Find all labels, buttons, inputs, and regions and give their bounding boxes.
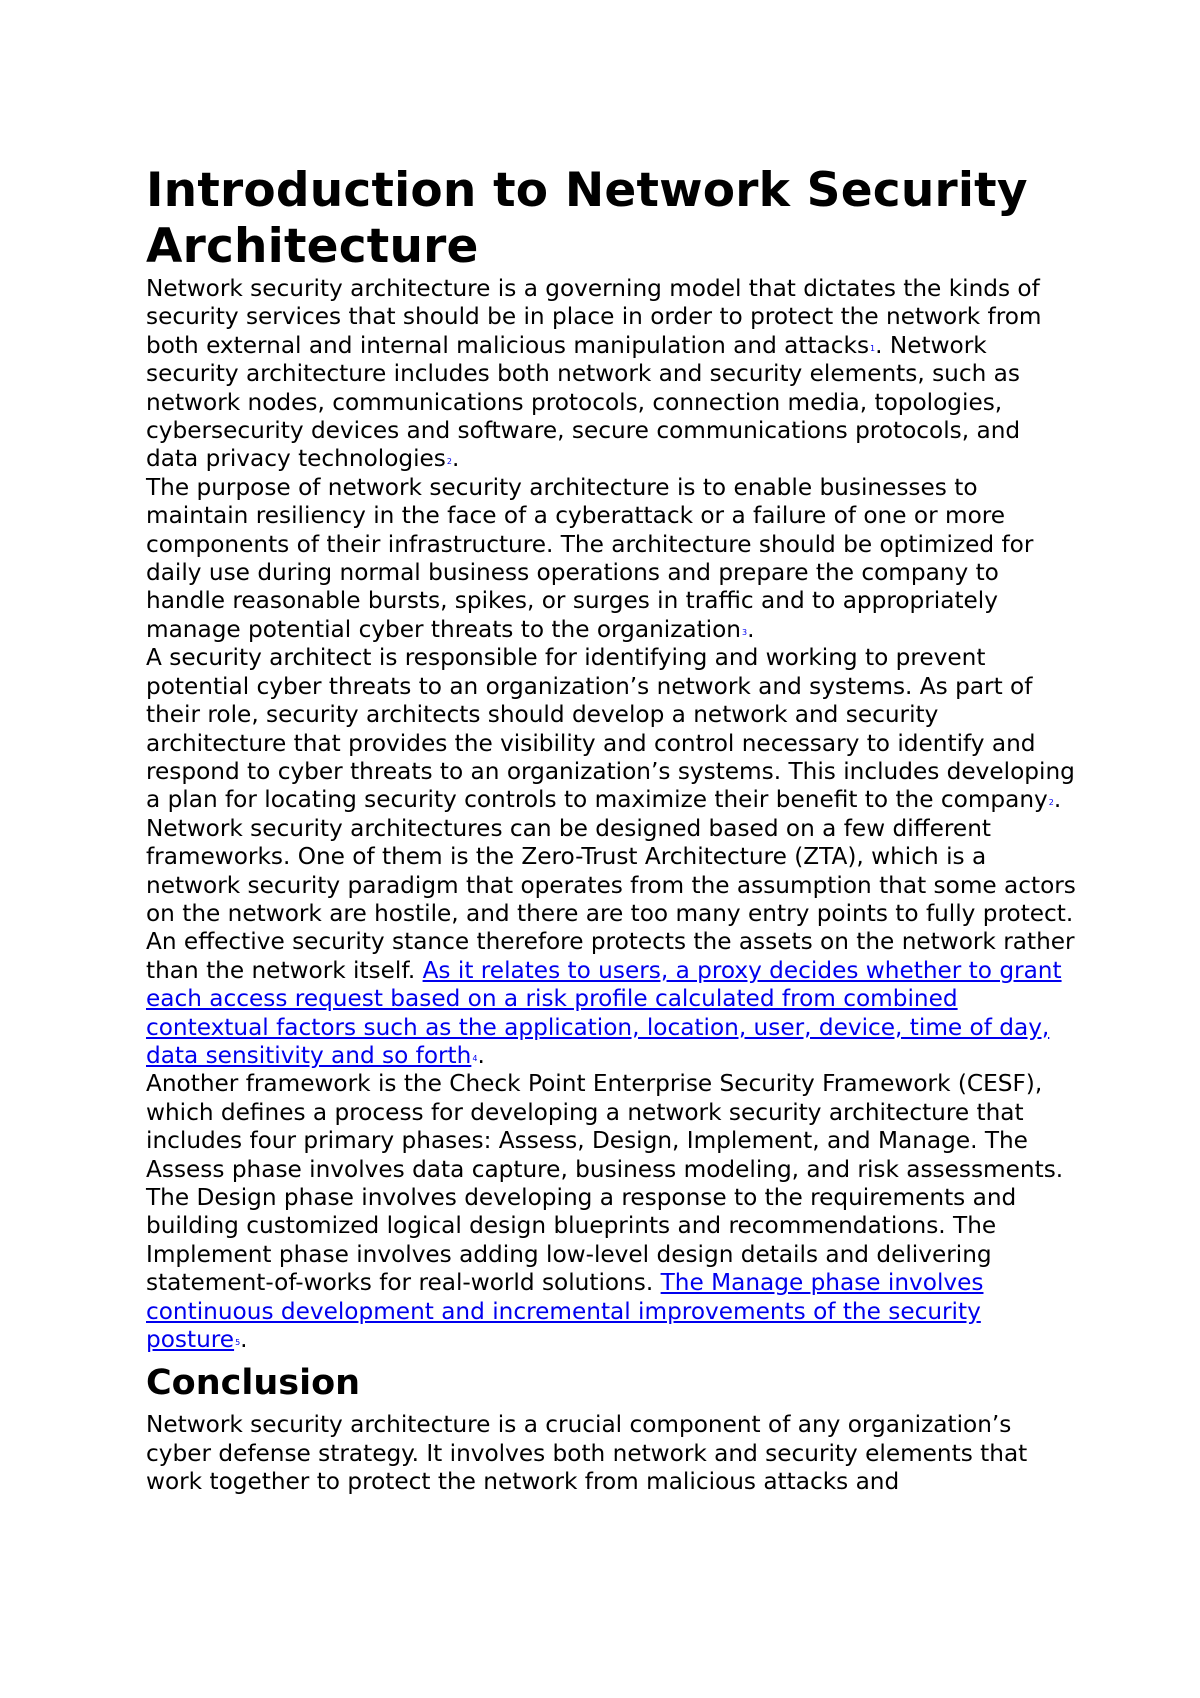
paragraph-text: A security architect is responsible for identifying and working to prevent potential cyber threats to an organization’s network and systems. As part of their role, security architects should develop a network and security architecture that provides the visibility and control necessary to identify and respond to cyber threats to an organization’s systems. This includes developing a plan for locating security controls to maximize their benefit to the company <box>146 644 1075 814</box>
paragraph-end: . <box>747 615 755 643</box>
footnote-ref-5[interactable]: 5 <box>235 1338 241 1348</box>
footnote-ref-1[interactable]: 1 <box>870 343 876 353</box>
footnote-ref-4[interactable]: 4 <box>472 1053 478 1063</box>
zta-link[interactable]: As it relates to users, a proxy decides whether to grant each access request based on a risk profile calculated from combined contextual factors such as the application, location, user, device, time of day, data sensitivity and so forth <box>146 956 1062 1069</box>
paragraph-3 <box>146 644 1076 814</box>
paragraph-1 <box>146 275 1076 474</box>
paragraph-2 <box>146 474 1076 644</box>
conclusion-paragraph: Network security architecture is a crucial component of any organization’s cyber defense strategy. It involves both network and security elements that work together to protect the network from malicious attacks and <box>146 1411 1028 1496</box>
document-title: Introduction to Network Security Architecture <box>146 163 1028 274</box>
footnote-ref-2[interactable]: 2 <box>1048 798 1054 808</box>
paragraph-text: The purpose of network security architecture is to enable businesses to maintain resiliency in the face of a cyberattack or a failure of one or more components of their infrastructure. The architecture should be optimized for daily use during normal business operations and prepare the company to handle reasonable bursts, spikes, or surges in traffic and to appropriately manage potential cyber threats to the organization <box>146 473 1034 643</box>
paragraph-text: Another framework is the Check Point Enterprise Security Framework (CESF), which defines a process for developing a network security architecture that includes four primary phases: Assess, Design, Implement, and Manage. The Assess phase involves data capture, business modeling, and risk assessments. The Design phase involves developing a response to the requirements and building customized logical design blueprints and recommendations. The Implement phase involves adding low-level design details and delivering statement-of-works for real-world solutions. <box>146 1070 1064 1297</box>
paragraph-end: . <box>240 1326 248 1354</box>
paragraph-5 <box>146 1070 1076 1354</box>
paragraph-4 <box>146 815 1076 1071</box>
document-page <box>146 163 1076 1497</box>
paragraph-end: . <box>1053 786 1062 814</box>
paragraph-text: . Network security architecture includes both network and security elements, such as network nodes, communications protocols, connection media, topologies, cybersecurity devices and software, secure communications protocols, and data privacy technologies <box>146 331 1021 473</box>
footnote-ref-3[interactable]: 3 <box>742 627 748 637</box>
footnote-ref-2[interactable]: 2 <box>446 457 452 467</box>
paragraph-end: . <box>451 445 460 473</box>
manage-phase-link[interactable]: The Manage phase involves continuous development and incremental improvements of the security posture <box>146 1269 984 1354</box>
paragraph-text: Network security architectures can be designed based on a few different frameworks. One of them is the Zero-Trust Architecture (ZTA), which is a network security paradigm that operates from the assumption that some actors on the network are hostile, and there are too many entry points to fully protect. An effective security stance therefore protects the assets on the network rather than the network itself. <box>146 814 1076 984</box>
paragraph-end: . <box>477 1041 485 1069</box>
conclusion-heading: Conclusion <box>146 1363 361 1404</box>
paragraph-text: Network security architecture is a governing model that dictates the kinds of security services that should be in place in order to protect the network from both external and internal malicious manipulation and attacks <box>146 275 1042 359</box>
